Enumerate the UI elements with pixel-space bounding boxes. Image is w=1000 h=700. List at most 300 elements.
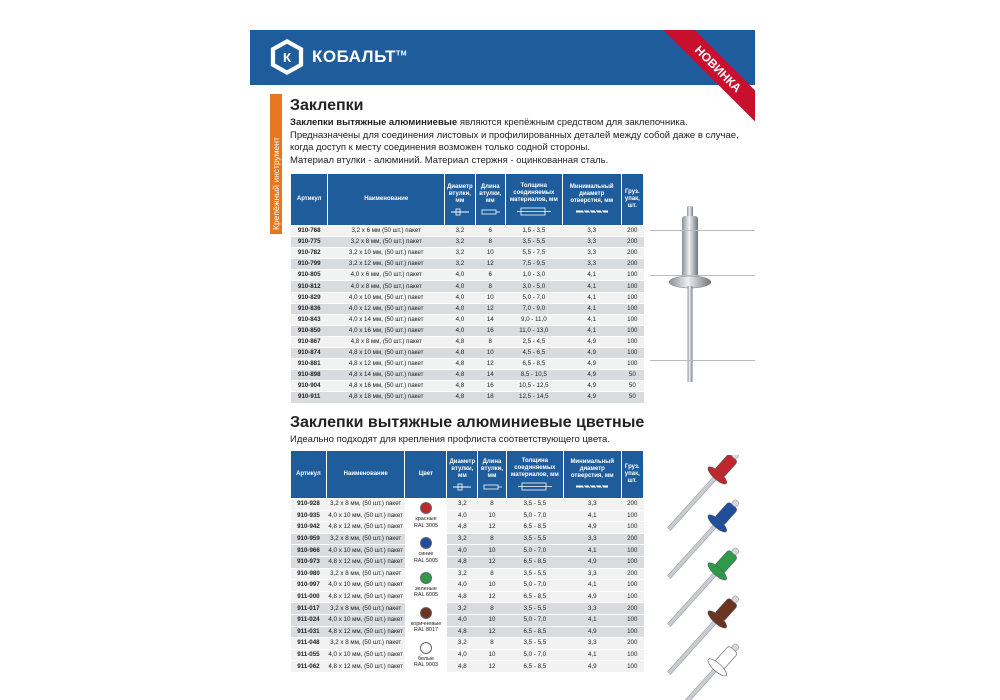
col-article: Артикул bbox=[291, 174, 328, 226]
pack-cell: 200 bbox=[621, 499, 643, 511]
length-cell: 16 bbox=[475, 325, 505, 336]
thickness-cell: 4,5 - 6,5 bbox=[505, 348, 562, 359]
pack-cell: 100 bbox=[621, 626, 643, 638]
length-cell: 8 bbox=[478, 499, 507, 511]
hole-cell: 4,1 bbox=[563, 545, 621, 557]
name-cell: 4,0 х 10 мм, (50 шт.) пакет bbox=[326, 614, 405, 626]
hole-cell: 4,9 bbox=[562, 381, 621, 392]
article-cell: 910-768 bbox=[291, 226, 328, 237]
col-hole: Минимальный диаметр отверстия, мм bbox=[563, 451, 621, 499]
col-hole: Минимальный диаметр отверстия, мм bbox=[562, 174, 621, 226]
pack-cell: 100 bbox=[621, 614, 643, 626]
hole-cell: 4,9 bbox=[562, 336, 621, 347]
hole-cell: 4,9 bbox=[563, 556, 621, 568]
thickness-cell: 9,0 - 11,0 bbox=[505, 314, 562, 325]
name-cell: 4,8 х 12 мм, (50 шт.) пакет bbox=[326, 556, 405, 568]
hole-cell: 4,9 bbox=[563, 522, 621, 534]
thickness-cell: 5,0 - 7,0 bbox=[506, 545, 563, 557]
thickness-cell: 3,0 - 5,0 bbox=[505, 281, 562, 292]
table-row bbox=[291, 248, 644, 259]
pack-cell: 100 bbox=[621, 336, 643, 347]
diameter-cell: 4,0 bbox=[447, 545, 478, 557]
name-cell: 4,8 х 14 мм, (50 шт.) пакет bbox=[328, 370, 445, 381]
pack-cell: 200 bbox=[621, 226, 643, 237]
article-cell: 910-935 bbox=[291, 510, 327, 522]
section2-title: Заклепки вытяжные алюминиевые цветные bbox=[290, 414, 645, 431]
length-cell: 12 bbox=[478, 661, 507, 673]
article-cell: 911-062 bbox=[291, 661, 327, 673]
pack-cell: 100 bbox=[621, 359, 643, 370]
article-cell: 910-881 bbox=[291, 359, 328, 370]
name-cell: 3,2 х 8 мм, (50 шт.) пакет bbox=[326, 533, 405, 545]
article-cell: 910-966 bbox=[291, 545, 327, 557]
colored-rivets-table-body bbox=[291, 499, 644, 673]
name-cell: 4,8 х 16 мм, (50 шт.) пакет bbox=[328, 381, 445, 392]
article-cell: 910-775 bbox=[291, 237, 328, 248]
article-cell: 911-017 bbox=[291, 603, 327, 615]
color-cell bbox=[405, 533, 447, 568]
length-cell: 8 bbox=[478, 568, 507, 580]
table-row bbox=[291, 591, 644, 603]
table-row bbox=[291, 336, 644, 347]
table-row bbox=[291, 370, 644, 381]
color-ral: RAL 5005 bbox=[413, 557, 439, 564]
length-cell: 10 bbox=[475, 248, 505, 259]
article-cell: 910-843 bbox=[291, 314, 328, 325]
article-cell: 911-055 bbox=[291, 649, 327, 661]
color-name: белые bbox=[417, 655, 435, 662]
pack-cell: 200 bbox=[621, 638, 643, 650]
diameter-cell: 3,2 bbox=[447, 603, 478, 615]
thickness-cell: 6,5 - 8,5 bbox=[506, 556, 563, 568]
table-row bbox=[291, 325, 644, 336]
diameter-cell: 4,8 bbox=[445, 348, 476, 359]
table-row bbox=[291, 359, 644, 370]
thickness-cell: 3,5 - 5,5 bbox=[506, 499, 563, 511]
thickness-cell: 5,5 - 7,5 bbox=[505, 248, 562, 259]
thickness-cell: 1,5 - 3,5 bbox=[505, 226, 562, 237]
thickness-cell: 6,5 - 8,5 bbox=[506, 522, 563, 534]
pack-cell: 100 bbox=[621, 580, 643, 592]
table-row bbox=[291, 303, 644, 314]
col-thickness: Толщина соединяемых материалов, мм bbox=[506, 451, 563, 499]
diameter-cell: 3,2 bbox=[447, 499, 478, 511]
length-cell: 12 bbox=[478, 591, 507, 603]
pack-cell: 200 bbox=[621, 248, 643, 259]
diameter-cell: 4,0 bbox=[447, 510, 478, 522]
hole-cell: 3,3 bbox=[562, 237, 621, 248]
name-cell: 4,8 х 12 мм, (50 шт.) пакет bbox=[326, 522, 405, 534]
col-name: Наименование bbox=[328, 174, 445, 226]
thickness-cell: 5,0 - 7,0 bbox=[506, 580, 563, 592]
brand-logo-icon bbox=[268, 38, 306, 76]
length-cell: 14 bbox=[475, 314, 505, 325]
table-row bbox=[291, 626, 644, 638]
name-cell: 4,0 х 10 мм, (50 шт.) пакет bbox=[326, 649, 405, 661]
thickness-cell: 3,5 - 5,5 bbox=[506, 603, 563, 615]
table-row bbox=[291, 580, 644, 592]
diameter-cell: 4,8 bbox=[447, 626, 478, 638]
thickness-cell: 3,5 - 5,5 bbox=[506, 568, 563, 580]
col-length: Длина втулки, мм bbox=[475, 174, 505, 226]
article-cell: 910-911 bbox=[291, 392, 328, 403]
colored-rivets-image bbox=[648, 455, 755, 700]
thickness-cell: 5,0 - 7,0 bbox=[505, 292, 562, 303]
table-row bbox=[291, 281, 644, 292]
table-row bbox=[291, 661, 644, 673]
table-row bbox=[291, 381, 644, 392]
diameter-cell: 3,2 bbox=[445, 237, 476, 248]
pack-cell: 200 bbox=[621, 603, 643, 615]
article-cell: 911-024 bbox=[291, 614, 327, 626]
pack-cell: 100 bbox=[621, 649, 643, 661]
article-cell: 910-980 bbox=[291, 568, 327, 580]
name-cell: 4,0 х 8 мм, (50 шт.) пакет bbox=[328, 281, 445, 292]
color-cell bbox=[405, 568, 447, 603]
table-row bbox=[291, 603, 644, 615]
hole-cell: 3,3 bbox=[562, 226, 621, 237]
thickness-cell: 5,0 - 7,0 bbox=[506, 614, 563, 626]
diameter-cell: 4,8 bbox=[447, 661, 478, 673]
section1-title: Заклепки bbox=[290, 97, 364, 114]
color-cell bbox=[405, 638, 447, 673]
color-name: коричневые bbox=[410, 620, 442, 627]
hole-cell: 3,3 bbox=[563, 568, 621, 580]
article-cell: 910-850 bbox=[291, 325, 328, 336]
article-cell: 910-928 bbox=[291, 499, 327, 511]
table-row bbox=[291, 522, 644, 534]
hole-cell: 3,3 bbox=[562, 248, 621, 259]
rivet-joint-icon bbox=[518, 482, 552, 491]
name-cell: 3,2 х 8 мм, (50 шт.) пакет bbox=[326, 499, 405, 511]
name-cell: 3,2 х 8 мм, (50 шт.) пакет bbox=[326, 638, 405, 650]
article-cell: 910-805 bbox=[291, 270, 328, 281]
pack-cell: 200 bbox=[621, 533, 643, 545]
length-cell: 10 bbox=[478, 614, 507, 626]
hole-cell: 4,1 bbox=[562, 281, 621, 292]
pack-cell: 50 bbox=[621, 381, 643, 392]
brand-text: КОБАЛЬТ bbox=[312, 47, 396, 66]
length-cell: 8 bbox=[478, 603, 507, 615]
thickness-cell: 3,5 - 5,5 bbox=[505, 237, 562, 248]
hole-cell: 4,1 bbox=[562, 325, 621, 336]
name-cell: 3,2 х 8 мм, (50 шт.) пакет bbox=[328, 237, 445, 248]
pack-cell: 50 bbox=[621, 392, 643, 403]
table-row bbox=[291, 614, 644, 626]
length-cell: 6 bbox=[475, 226, 505, 237]
article-cell: 911-000 bbox=[291, 591, 327, 603]
pack-cell: 100 bbox=[621, 314, 643, 325]
length-cell: 12 bbox=[475, 359, 505, 370]
hole-cell: 4,1 bbox=[562, 314, 621, 325]
hole-cell: 4,1 bbox=[562, 303, 621, 314]
name-cell: 3,2 х 8 мм, (50 шт.) пакет bbox=[326, 568, 405, 580]
diameter-cell: 4,8 bbox=[445, 359, 476, 370]
color-ral: RAL 6005 bbox=[413, 592, 439, 599]
section1-lead-bold: Заклепки вытяжные алюминиевые bbox=[290, 117, 458, 128]
length-cell: 8 bbox=[478, 533, 507, 545]
pack-cell: 100 bbox=[621, 325, 643, 336]
hole-cell: 4,1 bbox=[563, 510, 621, 522]
color-swatch-icon bbox=[420, 537, 432, 549]
name-cell: 4,0 х 12 мм, (50 шт.) пакет bbox=[328, 303, 445, 314]
thickness-cell: 3,5 - 5,5 bbox=[506, 533, 563, 545]
name-cell: 3,2 х 10 мм, (50 шт.) пакет bbox=[328, 248, 445, 259]
colored-rivet-3 bbox=[660, 589, 746, 681]
col-diameter: Диаметр втулки, мм bbox=[445, 174, 476, 226]
hole-cell: 4,9 bbox=[562, 348, 621, 359]
table-row bbox=[291, 510, 644, 522]
diameter-cell: 3,2 bbox=[447, 568, 478, 580]
table-row bbox=[291, 226, 644, 237]
article-cell: 911-048 bbox=[291, 638, 327, 650]
table-row bbox=[291, 568, 644, 580]
color-name: зеленые bbox=[415, 585, 437, 592]
color-ral: RAL 3005 bbox=[413, 522, 439, 529]
table-row bbox=[291, 270, 644, 281]
color-name: синие bbox=[418, 551, 434, 558]
pack-cell: 200 bbox=[621, 237, 643, 248]
hole-cell: 4,9 bbox=[562, 392, 621, 403]
pack-cell: 100 bbox=[621, 545, 643, 557]
name-cell: 4,0 х 6 мм, (50 шт.) пакет bbox=[328, 270, 445, 281]
section1-line4: Материал втулки - алюминий. Материал стержня - оцинкованная сталь. bbox=[290, 154, 609, 166]
pack-cell: 100 bbox=[621, 591, 643, 603]
section1-line2: Предназначены для соединения листовых и профилированных деталей между собой даже в случае, bbox=[290, 129, 739, 141]
article-cell: 910-812 bbox=[291, 281, 328, 292]
length-cell: 14 bbox=[475, 370, 505, 381]
diameter-cell: 4,0 bbox=[447, 649, 478, 661]
length-cell: 8 bbox=[475, 237, 505, 248]
drill-bit-icon bbox=[574, 483, 610, 490]
thickness-cell: 2,5 - 4,5 bbox=[505, 336, 562, 347]
pack-cell: 100 bbox=[621, 292, 643, 303]
hole-cell: 3,3 bbox=[563, 638, 621, 650]
hole-cell: 4,1 bbox=[563, 614, 621, 626]
hole-cell: 4,1 bbox=[562, 292, 621, 303]
length-cell: 8 bbox=[475, 281, 505, 292]
diameter-cell: 3,2 bbox=[447, 638, 478, 650]
colored-rivet-2 bbox=[660, 541, 746, 633]
length-cell: 12 bbox=[475, 303, 505, 314]
pack-cell: 100 bbox=[621, 303, 643, 314]
rivet-joint-icon bbox=[517, 207, 551, 216]
length-cell: 6 bbox=[475, 270, 505, 281]
thickness-cell: 5,0 - 7,0 bbox=[506, 649, 563, 661]
rivet-length-icon bbox=[479, 208, 501, 216]
length-cell: 12 bbox=[478, 626, 507, 638]
name-cell: 3,2 х 6 мм (50 шт.) пакет bbox=[328, 226, 445, 237]
article-cell: 910-867 bbox=[291, 336, 328, 347]
col-length: Длина втулки, мм bbox=[478, 451, 507, 499]
diameter-cell: 4,0 bbox=[445, 281, 476, 292]
article-cell: 910-799 bbox=[291, 259, 328, 270]
table-row bbox=[291, 533, 644, 545]
color-swatch-icon bbox=[420, 572, 432, 584]
table-row bbox=[291, 237, 644, 248]
color-swatch-icon bbox=[420, 607, 432, 619]
diameter-cell: 4,0 bbox=[445, 314, 476, 325]
article-cell: 911-031 bbox=[291, 626, 327, 638]
color-ral: RAL 8017 bbox=[413, 627, 439, 634]
section2-subtitle: Идеально подходят для крепления профлиста соответствующего цвета. bbox=[290, 434, 610, 445]
length-cell: 16 bbox=[475, 381, 505, 392]
new-ribbon: НОВИНКА bbox=[657, 30, 755, 130]
thickness-cell: 3,5 - 5,5 bbox=[506, 638, 563, 650]
table-row bbox=[291, 649, 644, 661]
diameter-cell: 4,0 bbox=[447, 614, 478, 626]
length-cell: 8 bbox=[478, 638, 507, 650]
thickness-cell: 7,0 - 9,0 bbox=[505, 303, 562, 314]
article-cell: 910-782 bbox=[291, 248, 328, 259]
name-cell: 4,8 х 12 мм, (50 шт.) пакет bbox=[326, 661, 405, 673]
pack-cell: 100 bbox=[621, 510, 643, 522]
color-ral: RAL 9003 bbox=[413, 662, 439, 669]
decor-line bbox=[650, 360, 755, 361]
col-name: Наименование bbox=[326, 451, 405, 499]
catalog-page bbox=[250, 30, 755, 700]
article-cell: 910-997 bbox=[291, 580, 327, 592]
thickness-cell: 1,0 - 3,0 bbox=[505, 270, 562, 281]
diameter-cell: 4,8 bbox=[447, 556, 478, 568]
name-cell: 4,0 х 10 мм, (50 шт.) пакет bbox=[326, 510, 405, 522]
diameter-cell: 4,8 bbox=[445, 381, 476, 392]
pack-cell: 100 bbox=[621, 522, 643, 534]
pack-cell: 100 bbox=[621, 270, 643, 281]
length-cell: 10 bbox=[478, 545, 507, 557]
thickness-cell: 6,5 - 8,5 bbox=[506, 591, 563, 603]
diameter-cell: 4,8 bbox=[447, 522, 478, 534]
rivets-table-body bbox=[291, 226, 644, 404]
section1-lead-rest: являются крепёжным средством для заклепочника. bbox=[457, 117, 688, 128]
color-cell bbox=[405, 499, 447, 534]
colored-rivet-0 bbox=[660, 455, 746, 537]
thickness-cell: 8,5 - 10,5 bbox=[505, 370, 562, 381]
length-cell: 10 bbox=[475, 348, 505, 359]
col-diameter: Диаметр втулки, мм bbox=[447, 451, 478, 499]
col-article: Артикул bbox=[291, 451, 327, 499]
table-row bbox=[291, 259, 644, 270]
name-cell: 4,0 х 14 мм, (50 шт.) пакет bbox=[328, 314, 445, 325]
decor-line bbox=[650, 275, 755, 276]
category-side-label: Крепёжный инструмент bbox=[271, 137, 281, 230]
pack-cell: 200 bbox=[621, 568, 643, 580]
length-cell: 12 bbox=[475, 259, 505, 270]
length-cell: 12 bbox=[478, 522, 507, 534]
thickness-cell: 12,5 - 14,5 bbox=[505, 392, 562, 403]
decor-line bbox=[650, 230, 755, 231]
hole-cell: 4,9 bbox=[562, 359, 621, 370]
hole-cell: 4,9 bbox=[563, 661, 621, 673]
length-cell: 10 bbox=[475, 292, 505, 303]
thickness-cell: 6,5 - 8,5 bbox=[506, 626, 563, 638]
name-cell: 4,8 х 12 мм, (50 шт.) пакет bbox=[328, 359, 445, 370]
hole-cell: 4,1 bbox=[562, 270, 621, 281]
hole-cell: 3,3 bbox=[563, 603, 621, 615]
brand-tm: TM bbox=[395, 50, 408, 58]
length-cell: 12 bbox=[478, 556, 507, 568]
article-cell: 910-904 bbox=[291, 381, 328, 392]
article-cell: 910-959 bbox=[291, 533, 327, 545]
colored-rivets-table bbox=[290, 450, 644, 673]
table-row bbox=[291, 348, 644, 359]
table-row bbox=[291, 292, 644, 303]
pack-cell: 50 bbox=[621, 370, 643, 381]
table-row bbox=[291, 499, 644, 511]
diameter-cell: 4,0 bbox=[447, 580, 478, 592]
hole-cell: 4,9 bbox=[563, 626, 621, 638]
diameter-cell: 4,0 bbox=[445, 292, 476, 303]
table-row bbox=[291, 545, 644, 557]
article-cell: 910-829 bbox=[291, 292, 328, 303]
name-cell: 3,2 х 8 мм, (50 шт.) пакет bbox=[326, 603, 405, 615]
thickness-cell: 5,0 - 7,0 bbox=[506, 510, 563, 522]
section1-line3: когда доступ к месту соединения возможен только содной стороны. bbox=[290, 142, 590, 153]
name-cell: 4,0 х 10 мм, (50 шт.) пакет bbox=[326, 580, 405, 592]
hole-cell: 3,3 bbox=[563, 499, 621, 511]
thickness-cell: 6,5 - 8,5 bbox=[505, 359, 562, 370]
diameter-cell: 3,2 bbox=[445, 248, 476, 259]
diameter-cell: 4,8 bbox=[445, 392, 476, 403]
diameter-cell: 4,0 bbox=[445, 325, 476, 336]
color-swatch-icon bbox=[420, 642, 432, 654]
table-row bbox=[291, 638, 644, 650]
pack-cell: 100 bbox=[621, 661, 643, 673]
hole-cell: 4,9 bbox=[563, 591, 621, 603]
thickness-cell: 10,5 - 12,5 bbox=[505, 381, 562, 392]
diameter-cell: 4,8 bbox=[447, 591, 478, 603]
brand-header bbox=[250, 30, 755, 96]
article-cell: 910-898 bbox=[291, 370, 328, 381]
rivet-length-icon bbox=[481, 483, 503, 491]
pack-cell: 200 bbox=[621, 259, 643, 270]
table-row bbox=[291, 392, 644, 403]
hole-cell: 4,9 bbox=[562, 370, 621, 381]
hole-cell: 4,1 bbox=[563, 580, 621, 592]
section1-description bbox=[290, 117, 750, 167]
brand-name bbox=[312, 47, 407, 67]
length-cell: 10 bbox=[478, 510, 507, 522]
length-cell: 10 bbox=[478, 580, 507, 592]
rivet-diameter-icon bbox=[451, 483, 473, 491]
name-cell: 4,0 х 10 мм, (50 шт.) пакет bbox=[326, 545, 405, 557]
hole-cell: 3,3 bbox=[562, 259, 621, 270]
hole-cell: 4,1 bbox=[563, 649, 621, 661]
col-thickness: Толщина соединяемых материалов, мм bbox=[505, 174, 562, 226]
name-cell: 4,8 х 8 мм, (50 шт.) пакет bbox=[328, 336, 445, 347]
name-cell: 4,8 х 18 мм, (50 шт.) пакет bbox=[328, 392, 445, 403]
hole-cell: 3,3 bbox=[563, 533, 621, 545]
name-cell: 4,0 х 16 мм, (50 шт.) пакет bbox=[328, 325, 445, 336]
name-cell: 3,2 х 12 мм, (50 шт.) пакет bbox=[328, 259, 445, 270]
article-cell: 910-836 bbox=[291, 303, 328, 314]
thickness-cell: 6,5 - 8,5 bbox=[506, 661, 563, 673]
color-name: красные bbox=[415, 516, 437, 523]
drill-bit-icon bbox=[574, 208, 610, 215]
diameter-cell: 4,0 bbox=[445, 270, 476, 281]
logo-letter: К bbox=[282, 49, 292, 65]
pack-cell: 100 bbox=[621, 348, 643, 359]
diameter-cell: 3,2 bbox=[445, 259, 476, 270]
rivet-diameter-icon bbox=[449, 208, 471, 216]
col-pack: Груз. упак, шт. bbox=[621, 451, 643, 499]
length-cell: 8 bbox=[475, 336, 505, 347]
length-cell: 10 bbox=[478, 649, 507, 661]
pack-cell: 100 bbox=[621, 556, 643, 568]
rivet-product-image bbox=[668, 206, 712, 384]
color-swatch-icon bbox=[420, 502, 432, 514]
diameter-cell: 3,2 bbox=[447, 533, 478, 545]
